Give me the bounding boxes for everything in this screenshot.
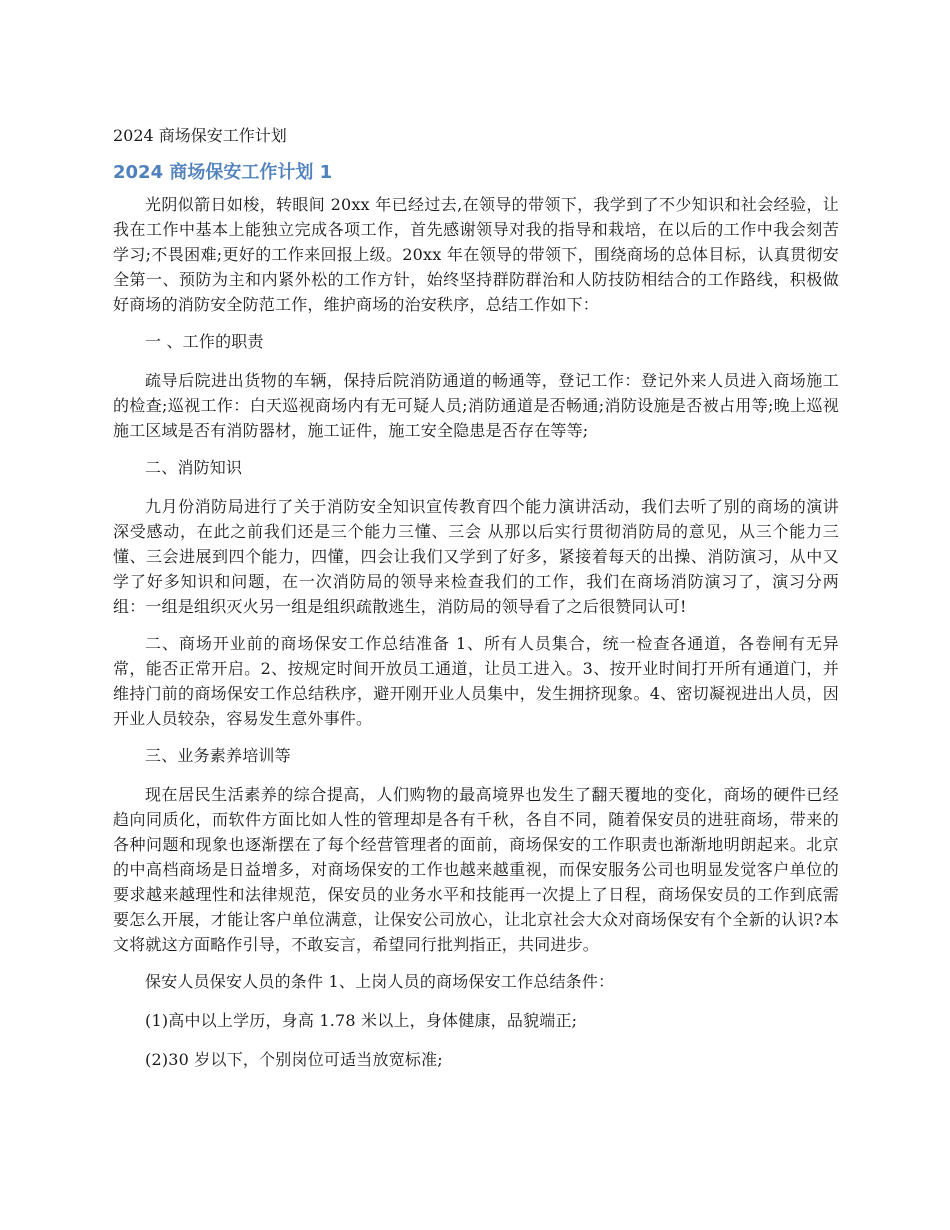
paragraph-fire-knowledge: 九月份消防局进行了关于消防安全知识宣传教育四个能力演讲活动，我们去听了别的商场的演讲深受感动，在此之前我们还是三个能力三懂、三会 从那以后实行贯彻消防局的意见，从三个能力三懂、三会进展到四个能力，四懂，四会让我们又学到了好多，紧接着每天的出操、消防演习，从中又学了好多知识和问题，在一次消防局的领导来检查我们的工作，我们在商场消防演习了，演习分两组：一组是组织灭火另一组是组织疏散逃生，消防局的领导看了之后很赞同认可! xyxy=(113,497,839,616)
paragraph-duties: 疏导后院进出货物的车辆，保持后院消防通道的畅通等，登记工作：登记外来人员进入商场施工的检查;巡视工作：白天巡视商场内有无可疑人员;消防通道是否畅通;消防设施是否被占用等;晚上巡视施工区域是否有消防器材，施工证件，施工安全隐患是否存在等等; xyxy=(113,371,839,440)
document-page xyxy=(113,124,839,1086)
paragraph-heading-training: 三、业务素养培训等 xyxy=(145,746,291,765)
paragraph-requirement-1: (1)高中以上学历，身高 1.78 米以上，身体健康，品貌端正; xyxy=(145,1011,578,1030)
paragraph-requirements: 保安人员保安人员的条件 1、上岗人员的商场保安工作总结条件： xyxy=(145,972,615,991)
paragraph-training: 现在居民生活素养的综合提高，人们购物的最高境界也发生了翻天覆地的变化，商场的硬件已经趋向同质化，而软件方面比如人性的管理却是各有千秋，各自不同，随着保安员的进驻商场，带来的各种问题和现象也逐渐摆在了每个经营管理者的面前，商场保安的工作职责也渐渐地明朗起来。北京的中高档商场是日益增多，对商场保安的工作也越来越重视，而保安服务公司也明显发觉客户单位的要求越来越理性和法律规范，保安员的业务水平和技能再一次提上了日程，商场保安员的工作到底需要怎么开展，才能让客户单位满意，让保安公司放心，让北京社会大众对商场保安有个全新的认识?本文将就这方面略作引导，不敢妄言，希望同行批判指正，共同进步。 xyxy=(113,785,839,954)
document-title: 2024 商场保安工作计划 xyxy=(113,126,287,145)
paragraph-heading-fire-knowledge: 二、消防知识 xyxy=(145,458,243,477)
section-heading: 2024 商场保安工作计划 1 xyxy=(113,162,333,183)
paragraph-preopening: 二、商场开业前的商场保安工作总结准备 1、所有人员集合，统一检查各通道，各卷闸有无异常，能否正常开启。2、按规定时间开放员工通道，让员工进入。3、按开业时间打开所有通道门，并维持门前的商场保安工作总结秩序，避开刚开业人员集中，发生拥挤现象。4、密切凝视进出人员，因开业人员较杂，容易发生意外事件。 xyxy=(113,634,839,728)
paragraph-requirement-2: (2)30 岁以下，个别岗位可适当放宽标准; xyxy=(145,1050,443,1069)
paragraph-intro: 光阴似箭日如梭，转眼间 20xx 年已经过去,在领导的带领下，我学到了不少知识和社会经验，让我在工作中基本上能独立完成各项工作，首先感谢领导对我的指导和栽培，在以后的工作中我会刻苦学习;不畏困难;更好的工作来回报上级。20xx 年在领导的带领下，围绕商场的总体目标，认真贯彻安全第一、预防为主和内紧外松的工作方针，始终坚持群防群治和人防技防相结合的工作路线，积极做好商场的消防安全防范工作，维护商场的治安秩序，总结工作如下： xyxy=(113,195,839,314)
paragraph-heading-duties: 一 、工作的职责 xyxy=(145,332,264,351)
